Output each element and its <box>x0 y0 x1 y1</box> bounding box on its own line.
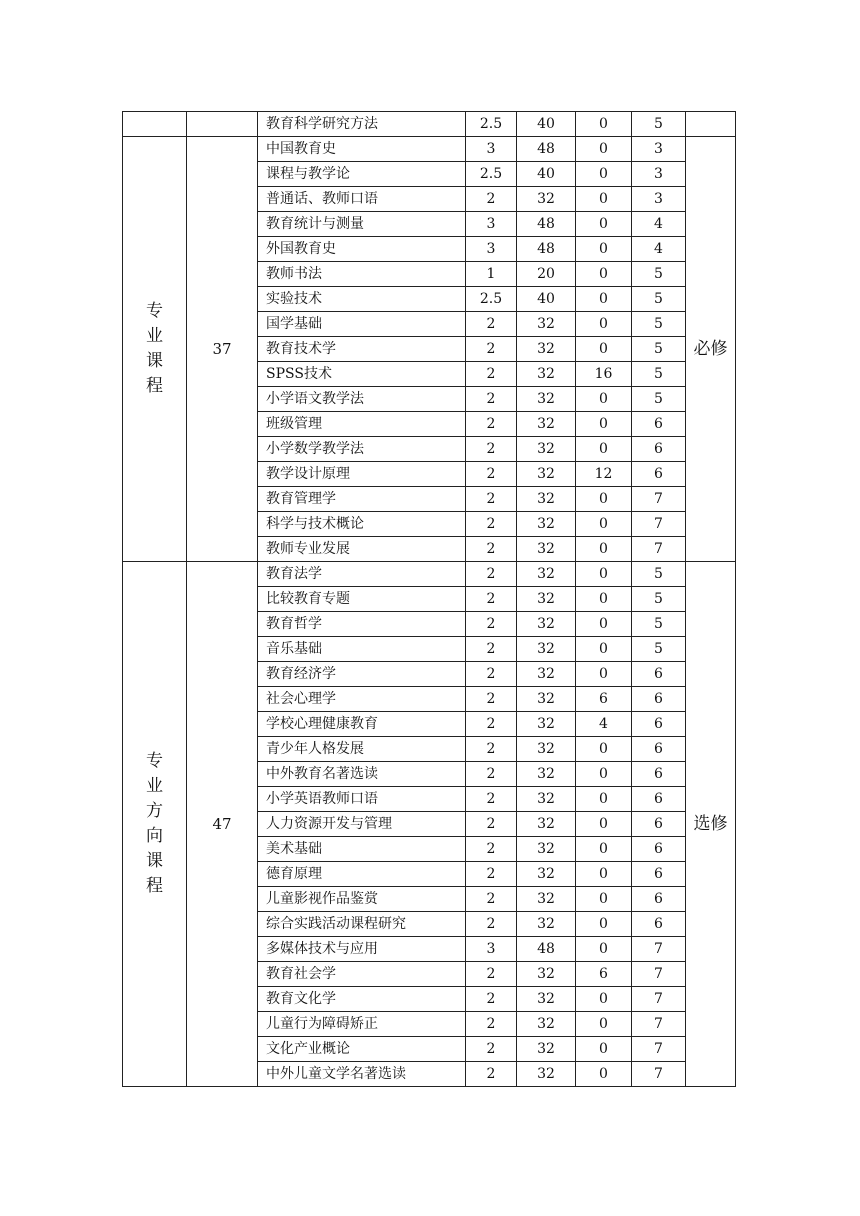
course-term: 4 <box>632 237 686 262</box>
course-credit: 2 <box>466 962 517 987</box>
course-hours: 32 <box>517 387 576 412</box>
course-hours: 32 <box>517 1062 576 1087</box>
course-term: 5 <box>632 337 686 362</box>
course-hours: 32 <box>517 562 576 587</box>
course-hours: 32 <box>517 512 576 537</box>
course-term: 6 <box>632 687 686 712</box>
course-hours: 32 <box>517 787 576 812</box>
course-name: 教育法学 <box>258 562 466 587</box>
course-credit: 2 <box>466 187 517 212</box>
course-credit: 2 <box>466 612 517 637</box>
course-credit: 2 <box>466 1012 517 1037</box>
course-term: 7 <box>632 937 686 962</box>
course-credit: 2 <box>466 412 517 437</box>
course-name: 儿童影视作品鉴赏 <box>258 887 466 912</box>
course-hours: 20 <box>517 262 576 287</box>
course-name: 教育哲学 <box>258 612 466 637</box>
course-credit: 2 <box>466 862 517 887</box>
course-term: 7 <box>632 512 686 537</box>
course-term: 6 <box>632 762 686 787</box>
course-hours: 48 <box>517 937 576 962</box>
course-term: 6 <box>632 737 686 762</box>
course-name: 国学基础 <box>258 312 466 337</box>
course-name: 班级管理 <box>258 412 466 437</box>
course-hours: 40 <box>517 112 576 137</box>
course-credit: 2 <box>466 462 517 487</box>
course-practice-hours: 0 <box>576 612 632 637</box>
course-credit: 2 <box>466 1062 517 1087</box>
course-term: 4 <box>632 212 686 237</box>
course-credit: 3 <box>466 937 517 962</box>
course-hours: 48 <box>517 212 576 237</box>
course-practice-hours: 0 <box>576 212 632 237</box>
course-credit: 2 <box>466 662 517 687</box>
course-hours: 48 <box>517 137 576 162</box>
course-hours: 32 <box>517 412 576 437</box>
course-name: 音乐基础 <box>258 637 466 662</box>
course-hours: 40 <box>517 162 576 187</box>
course-credit: 3 <box>466 137 517 162</box>
course-credit: 2.5 <box>466 287 517 312</box>
category-label <box>123 562 187 1087</box>
course-term: 6 <box>632 812 686 837</box>
table-row <box>123 562 736 587</box>
course-practice-hours: 0 <box>576 112 632 137</box>
course-name: 课程与教学论 <box>258 162 466 187</box>
course-credit: 2 <box>466 362 517 387</box>
category-char: 课 <box>146 851 163 871</box>
course-credit: 2 <box>466 637 517 662</box>
course-name: 中外儿童文学名著选读 <box>258 1062 466 1087</box>
course-practice-hours: 0 <box>576 487 632 512</box>
course-name: 小学英语教师口语 <box>258 787 466 812</box>
course-hours: 32 <box>517 312 576 337</box>
course-practice-hours: 0 <box>576 837 632 862</box>
course-hours: 32 <box>517 537 576 562</box>
course-credit: 2 <box>466 887 517 912</box>
course-name: 儿童行为障碍矫正 <box>258 1012 466 1037</box>
course-credit: 2 <box>466 437 517 462</box>
course-practice-hours: 0 <box>576 587 632 612</box>
course-term: 7 <box>632 537 686 562</box>
course-practice-hours: 4 <box>576 712 632 737</box>
course-name: 教学设计原理 <box>258 462 466 487</box>
course-name: 科学与技术概论 <box>258 512 466 537</box>
table-row <box>123 137 736 162</box>
course-name: 多媒体技术与应用 <box>258 937 466 962</box>
course-term: 6 <box>632 462 686 487</box>
course-type-empty <box>686 112 736 137</box>
course-term: 5 <box>632 112 686 137</box>
course-name: 综合实践活动课程研究 <box>258 912 466 937</box>
course-practice-hours: 0 <box>576 412 632 437</box>
course-schedule-table <box>122 111 736 1087</box>
course-hours: 40 <box>517 287 576 312</box>
category-char: 课 <box>146 351 163 371</box>
category-label <box>123 137 187 562</box>
course-practice-hours: 0 <box>576 787 632 812</box>
course-term: 7 <box>632 1062 686 1087</box>
table-row <box>123 112 736 137</box>
course-credit: 2 <box>466 487 517 512</box>
course-credit: 2 <box>466 912 517 937</box>
course-practice-hours: 0 <box>576 812 632 837</box>
course-name: 中外教育名著选读 <box>258 762 466 787</box>
course-practice-hours: 6 <box>576 962 632 987</box>
course-practice-hours: 0 <box>576 562 632 587</box>
course-hours: 48 <box>517 237 576 262</box>
course-type: 选修 <box>686 562 736 1087</box>
course-credit: 2 <box>466 387 517 412</box>
course-name: 小学数学教学法 <box>258 437 466 462</box>
course-hours: 32 <box>517 712 576 737</box>
course-hours: 32 <box>517 862 576 887</box>
course-practice-hours: 0 <box>576 287 632 312</box>
course-term: 5 <box>632 562 686 587</box>
course-credit: 2 <box>466 562 517 587</box>
course-practice-hours: 0 <box>576 262 632 287</box>
course-name: 小学语文教学法 <box>258 387 466 412</box>
course-credit: 2 <box>466 787 517 812</box>
course-term: 7 <box>632 962 686 987</box>
course-hours: 32 <box>517 612 576 637</box>
course-name: 教育技术学 <box>258 337 466 362</box>
course-name: 教育社会学 <box>258 962 466 987</box>
course-practice-hours: 0 <box>576 1062 632 1087</box>
course-name: 文化产业概论 <box>258 1037 466 1062</box>
course-credit: 2 <box>466 1037 517 1062</box>
course-term: 5 <box>632 587 686 612</box>
course-practice-hours: 0 <box>576 862 632 887</box>
course-name: 实验技术 <box>258 287 466 312</box>
course-hours: 32 <box>517 737 576 762</box>
course-hours: 32 <box>517 837 576 862</box>
course-name: 比较教育专题 <box>258 587 466 612</box>
course-credit: 2 <box>466 687 517 712</box>
course-practice-hours: 0 <box>576 337 632 362</box>
course-hours: 32 <box>517 337 576 362</box>
course-name: SPSS技术 <box>258 362 466 387</box>
course-term: 7 <box>632 1037 686 1062</box>
course-name: 教育管理学 <box>258 487 466 512</box>
course-credit: 2 <box>466 587 517 612</box>
course-practice-hours: 0 <box>576 512 632 537</box>
course-practice-hours: 0 <box>576 912 632 937</box>
course-schedule-table-container <box>122 111 735 1096</box>
course-hours: 32 <box>517 962 576 987</box>
course-hours: 32 <box>517 662 576 687</box>
course-practice-hours: 0 <box>576 662 632 687</box>
course-credit: 2 <box>466 987 517 1012</box>
course-practice-hours: 0 <box>576 762 632 787</box>
course-practice-hours: 0 <box>576 987 632 1012</box>
course-credit: 3 <box>466 212 517 237</box>
course-practice-hours: 0 <box>576 1037 632 1062</box>
course-credit: 2 <box>466 712 517 737</box>
course-term: 3 <box>632 162 686 187</box>
course-term: 7 <box>632 487 686 512</box>
course-term: 5 <box>632 362 686 387</box>
course-credit: 2 <box>466 762 517 787</box>
course-practice-hours: 6 <box>576 687 632 712</box>
course-name: 教师专业发展 <box>258 537 466 562</box>
course-term: 6 <box>632 712 686 737</box>
course-term: 5 <box>632 312 686 337</box>
course-hours: 32 <box>517 687 576 712</box>
course-term: 7 <box>632 987 686 1012</box>
course-term: 6 <box>632 412 686 437</box>
course-practice-hours: 0 <box>576 437 632 462</box>
course-credit: 2 <box>466 837 517 862</box>
course-name: 美术基础 <box>258 837 466 862</box>
course-hours: 32 <box>517 187 576 212</box>
course-name: 外国教育史 <box>258 237 466 262</box>
category-char: 向 <box>146 826 163 846</box>
table-body <box>123 112 736 1087</box>
course-name: 教育科学研究方法 <box>258 112 466 137</box>
course-practice-hours: 16 <box>576 362 632 387</box>
course-hours: 32 <box>517 887 576 912</box>
course-practice-hours: 0 <box>576 737 632 762</box>
course-term: 5 <box>632 262 686 287</box>
category-cell-empty <box>123 112 187 137</box>
category-char: 业 <box>146 776 163 796</box>
category-char: 业 <box>146 326 163 346</box>
course-hours: 32 <box>517 1037 576 1062</box>
course-practice-hours: 12 <box>576 462 632 487</box>
course-credit: 2 <box>466 537 517 562</box>
course-credit: 2 <box>466 512 517 537</box>
course-term: 6 <box>632 662 686 687</box>
course-credit: 1 <box>466 262 517 287</box>
category-char: 程 <box>146 376 163 396</box>
course-name: 教育文化学 <box>258 987 466 1012</box>
course-credit: 2 <box>466 737 517 762</box>
course-term: 6 <box>632 887 686 912</box>
course-credit: 2 <box>466 812 517 837</box>
course-hours: 32 <box>517 762 576 787</box>
course-hours: 32 <box>517 462 576 487</box>
course-name: 中国教育史 <box>258 137 466 162</box>
course-hours: 32 <box>517 587 576 612</box>
category-char: 专 <box>146 751 163 771</box>
course-practice-hours: 0 <box>576 137 632 162</box>
course-term: 5 <box>632 387 686 412</box>
course-practice-hours: 0 <box>576 162 632 187</box>
course-practice-hours: 0 <box>576 237 632 262</box>
credits-cell-empty <box>187 112 258 137</box>
category-total-credits: 37 <box>187 137 258 562</box>
course-hours: 32 <box>517 987 576 1012</box>
course-name: 教育统计与测量 <box>258 212 466 237</box>
course-practice-hours: 0 <box>576 937 632 962</box>
course-term: 5 <box>632 612 686 637</box>
course-credit: 2.5 <box>466 112 517 137</box>
course-term: 5 <box>632 637 686 662</box>
course-practice-hours: 0 <box>576 637 632 662</box>
course-practice-hours: 0 <box>576 387 632 412</box>
category-total-credits: 47 <box>187 562 258 1087</box>
course-hours: 32 <box>517 912 576 937</box>
category-char: 方 <box>146 801 163 821</box>
course-hours: 32 <box>517 362 576 387</box>
course-name: 青少年人格发展 <box>258 737 466 762</box>
course-credit: 2 <box>466 337 517 362</box>
course-hours: 32 <box>517 637 576 662</box>
course-term: 6 <box>632 437 686 462</box>
course-credit: 2.5 <box>466 162 517 187</box>
course-term: 6 <box>632 862 686 887</box>
course-name: 教育经济学 <box>258 662 466 687</box>
course-credit: 3 <box>466 237 517 262</box>
course-term: 6 <box>632 837 686 862</box>
course-credit: 2 <box>466 312 517 337</box>
course-term: 6 <box>632 912 686 937</box>
course-name: 学校心理健康教育 <box>258 712 466 737</box>
category-char: 专 <box>146 301 163 321</box>
course-term: 5 <box>632 287 686 312</box>
course-name: 社会心理学 <box>258 687 466 712</box>
course-practice-hours: 0 <box>576 312 632 337</box>
category-char: 程 <box>146 876 163 896</box>
course-name: 普通话、教师口语 <box>258 187 466 212</box>
course-type: 必修 <box>686 137 736 562</box>
course-term: 3 <box>632 187 686 212</box>
course-practice-hours: 0 <box>576 887 632 912</box>
course-term: 7 <box>632 1012 686 1037</box>
course-practice-hours: 0 <box>576 187 632 212</box>
course-term: 6 <box>632 787 686 812</box>
course-hours: 32 <box>517 1012 576 1037</box>
course-name: 教师书法 <box>258 262 466 287</box>
course-term: 3 <box>632 137 686 162</box>
course-hours: 32 <box>517 437 576 462</box>
course-practice-hours: 0 <box>576 537 632 562</box>
course-hours: 32 <box>517 812 576 837</box>
course-name: 德育原理 <box>258 862 466 887</box>
course-name: 人力资源开发与管理 <box>258 812 466 837</box>
course-hours: 32 <box>517 487 576 512</box>
course-practice-hours: 0 <box>576 1012 632 1037</box>
